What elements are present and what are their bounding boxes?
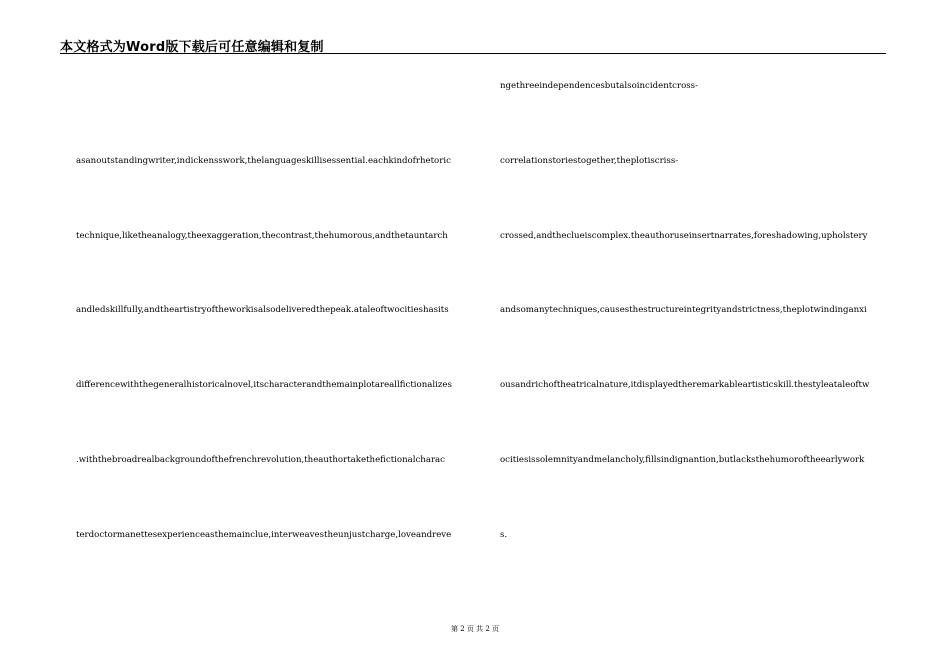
- paragraph-line: .withthebroadrealbackgroundofthefrenchrevolution,theauthortakethefictionalcharac: [76, 455, 445, 465]
- paragraph-line: andledskillfully,andtheartistryoftheworkisalsodeliveredthepeak.ataleoftwocitieshasits: [76, 305, 449, 315]
- paragraph-line: correlationstoriestogether,theplotiscriss-: [500, 156, 679, 166]
- paragraph-line: s.: [500, 530, 508, 540]
- document-header-title: 本文格式为Word版下载后可任意编辑和复制: [60, 40, 324, 55]
- paragraph-line: ocitiesissolemnityandmelancholy,fillsindignantion,butlacksthehumoroftheearlywork: [500, 455, 865, 465]
- paragraph-line: ngethreeindependencesbutalsoincidentcross-: [500, 81, 698, 91]
- paragraph-line: andsomanytechniques,causesthestructureintegrityandstrictness,theplotwindinganxi: [500, 305, 867, 315]
- paragraph-line: terdoctormanettesexperienceasthemainclue,interweavestheunjustcharge,loveandreve: [76, 530, 452, 540]
- paragraph-line: asanoutstandingwriter,indickensswork,thelanguageskillisessential.eachkindofrhetoric: [76, 156, 451, 166]
- paragraph-line: technique,liketheanalogy,theexaggeration,thecontrast,thehumorous,andthetauntarch: [76, 231, 448, 241]
- paragraph-line: crossed,andtheclueiscomplex.theauthoruseinsertnarrates,foreshadowing,upholstery: [500, 231, 868, 241]
- paragraph-line: ousandrichoftheatricalnature,itdisplayedtheremarkableartisticskill.thestyleataleoftw: [500, 380, 870, 390]
- header-divider: [60, 53, 886, 54]
- page-number-footer: 第 2 页 共 2 页: [450, 625, 500, 633]
- paragraph-line: differencewiththegeneralhistoricalnovel,itscharacterandthemainplotareallfictionalizes: [76, 380, 452, 390]
